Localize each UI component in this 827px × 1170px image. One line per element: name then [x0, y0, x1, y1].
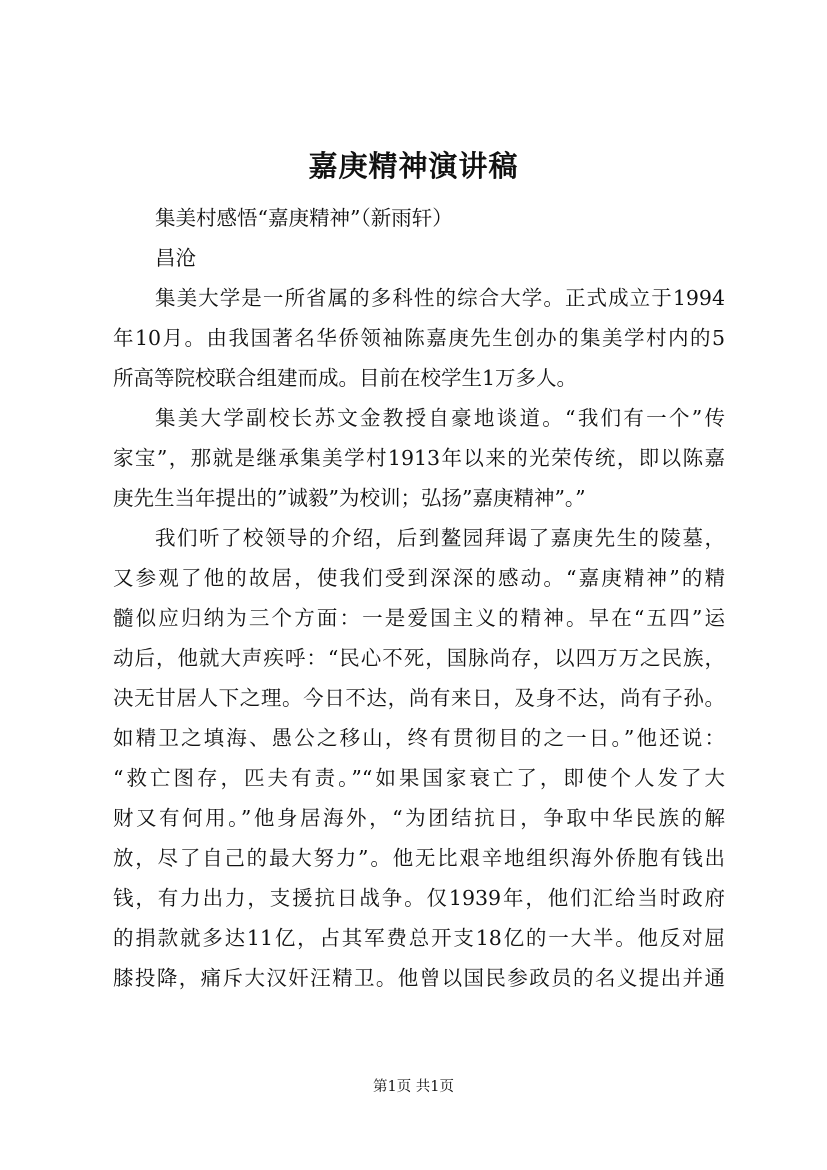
paragraph-line: 如精卫之填海、愚公之移山，终有贯彻目的之一日。”他还说： [113, 726, 725, 750]
paragraph-line: 年10月。由我国著名华侨领袖陈嘉庚先生创办的集美学村内的5 [113, 326, 725, 350]
paragraph-line: 我们听了校领导的介绍，后到鳌园拜谒了嘉庚先生的陵墓， [155, 526, 725, 550]
document-body [113, 198, 725, 998]
paragraph-line: 决无甘居人下之理。今日不达，尚有来日，及身不达，尚有子孙。 [113, 686, 725, 710]
paragraph-line: 动后，他就大声疾呼：“民心不死，国脉尚存，以四万万之民族， [113, 646, 725, 670]
paragraph-line: 又参观了他的故居，使我们受到深深的感动。“嘉庚精神”的精 [113, 566, 725, 590]
page-number-footer: 第1页 共1页 [372, 1079, 455, 1095]
paragraph-line: 钱，有力出力，支援抗日战争。仅1939年，他们汇给当时政府 [113, 886, 725, 910]
paragraph-line: 的捐款就多达11亿，占其军费总开支18亿的一大半。他反对屈 [113, 926, 725, 950]
paragraph-line: 放，尽了自己的最大努力”。他无比艰辛地组织海外侨胞有钱出 [113, 846, 725, 870]
paragraph-line: 髓似应归纳为三个方面：一是爱国主义的精神。早在“五四”运 [113, 606, 725, 630]
paragraph-line: 所高等院校联合组建而成。目前在校学生1万多人。 [113, 366, 578, 390]
paragraph-3 [113, 518, 725, 998]
author-line: 昌沧 [155, 246, 196, 270]
paragraph-line: 膝投降，痛斥大汉奸汪精卫。他曾以国民参政员的名义提出并通 [113, 966, 725, 990]
paragraph-line: “救亡图存，匹夫有责。”“如果国家衰亡了，即使个人发了大 [113, 766, 725, 790]
paragraph-line: 集美大学副校长苏文金教授自豪地谈道。“我们有一个”传 [155, 406, 725, 430]
paragraph-2 [113, 398, 725, 518]
paragraph-line: 家宝”，那就是继承集美学村1913年以来的光荣传统，即以陈嘉 [113, 446, 725, 470]
paragraph-line: 庚先生当年提出的”诚毅”为校训；弘扬”嘉庚精神”。” [113, 486, 586, 510]
paragraph-1 [113, 278, 725, 398]
document-title: 嘉庚精神演讲稿 [308, 149, 519, 183]
paragraph-line: 集美大学是一所省属的多科性的综合大学。正式成立于1994 [155, 286, 725, 310]
subtitle-line: 集美村感悟“嘉庚精神”（新雨轩） [155, 206, 453, 230]
paragraph-line: 财又有何用。”他身居海外，“为团结抗日，争取中华民族的解 [113, 806, 725, 830]
